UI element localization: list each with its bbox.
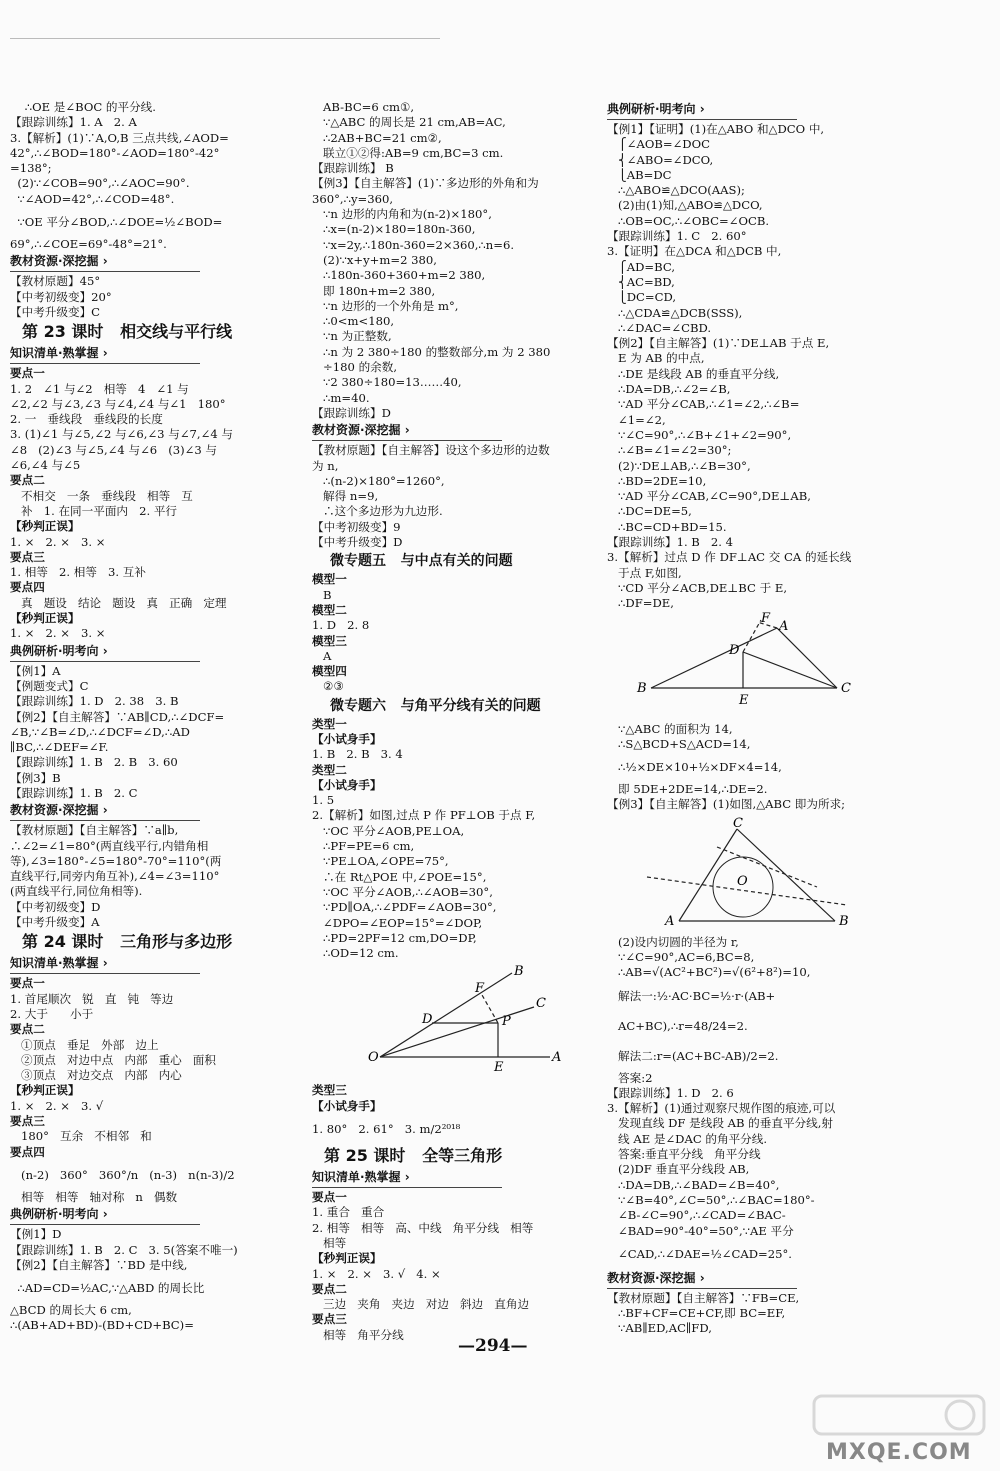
- text-line: ⎨AC=BD,: [607, 274, 675, 289]
- text-line: 补 1. 在同一平面内 2. 平行: [10, 503, 178, 518]
- text-line: 要点四: [10, 1144, 45, 1159]
- text-line: (2)∵∠COB=90°,∴∠AOC=90°.: [10, 176, 190, 191]
- text-line: ∵OC 平分∠AOB,∴∠AOB=30°,: [312, 884, 493, 899]
- text-line: ∵∠C=90°,AC=6,BC=8,: [607, 949, 755, 964]
- text-line: ∠8 (2)∠3 与∠5,∠4 与∠6 (3)∠3 与: [10, 442, 218, 457]
- text-line: 解法一:½·AC·BC=½·r·(AB+: [607, 988, 776, 1003]
- header-rule: [10, 38, 440, 39]
- text-line: ∴m=40.: [312, 390, 370, 405]
- text-line: ∵n 边形的内角和为(n-2)×180°,: [312, 207, 492, 222]
- text-line: 相等: [312, 1235, 347, 1250]
- text-line: 类型一: [312, 716, 347, 731]
- text-line: ③顶点 对边交点 内部 内心: [10, 1068, 182, 1083]
- text-line: 【秒判正误】: [10, 611, 80, 626]
- text-line: ⎩AB=DC: [607, 167, 672, 182]
- text-line: 【跟踪训练】1. B 2. C 3. 5(答案不唯一): [10, 1242, 238, 1257]
- text-line: ∴OD=12 cm.: [312, 946, 399, 961]
- text-line: 模型四: [312, 664, 347, 679]
- lesson-title: 第 23 课时 相交线与平行线: [22, 322, 233, 342]
- line-PF: [482, 995, 498, 1023]
- line-AC: [777, 628, 837, 688]
- text-line: ∴2AB+BC=21 cm②,: [312, 130, 442, 145]
- label-B: B: [637, 680, 647, 696]
- text-line: ∴PF=PE=6 cm,: [312, 839, 415, 854]
- text-line: 【秒判正误】: [10, 1083, 80, 1098]
- text-line: (n-2) 360° 360°/n (n-3) n(n-3)/2: [10, 1167, 235, 1182]
- text-line: 【例3】B: [10, 770, 61, 785]
- text-line: ∵AB∥ED,AC∥FD,: [607, 1321, 712, 1336]
- text-line: AB-BC=6 cm①,: [312, 100, 415, 114]
- text-line: 【例2】【自主解答】∵BD 是中线,: [10, 1257, 188, 1272]
- text-line: 2.【解析】如图,过点 P 作 PF⊥OB 于点 F,: [312, 808, 536, 823]
- column-3: [607, 100, 992, 1337]
- topic-title: 微专题六 与角平分线有关的问题: [330, 697, 541, 714]
- text-line: 等),∠3=180°-∠5=180°-70°=110°(两: [10, 853, 222, 868]
- text-line: ∴∠B=∠1=∠2=30°;: [607, 443, 732, 458]
- text-line: 【教材原题】【自主解答】∵a∥b,: [10, 823, 179, 838]
- label-D: D: [422, 1012, 433, 1028]
- text-line: 1. D 2. 8: [312, 618, 370, 633]
- text-line: 相等 角平分线: [312, 1327, 404, 1342]
- text-line: ∠DPO=∠EOP=15°=∠DOP,: [312, 915, 483, 930]
- text-line: ∵CD 平分∠ACB,DE⊥BC 于 E,: [607, 580, 788, 595]
- text-line: ∴180n-360+360+m=2 380,: [312, 268, 486, 283]
- text-line: 3.【证明】在△DCA 和△DCB 中,: [607, 244, 782, 259]
- section-heading: 典例研析·明考向 ›: [10, 1205, 200, 1225]
- text-line: ∠B-∠C=90°,∴∠CAD=∠BAC-: [607, 1208, 786, 1223]
- text-line: 【跟踪训练】1. D 2. 38 3. B: [10, 694, 179, 709]
- text-line: 解法二:r=(AC+BC-AB)/2=2.: [607, 1048, 779, 1063]
- text-line: 相等 相等 轴对称 n 偶数: [10, 1189, 178, 1204]
- text-line: ∵OE 平分∠BOD,∴∠DOE=½∠BOD=: [10, 215, 223, 230]
- text-line: 【例1】D: [10, 1227, 62, 1242]
- line-OB: [380, 973, 512, 1057]
- text-line: ⎧AD=BC,: [607, 259, 676, 274]
- line-CB: [737, 829, 835, 921]
- text-line: 【例题变式】C: [10, 678, 89, 693]
- text-line: ∴∠DAC=∠CBD.: [607, 320, 712, 335]
- text-line: ∠1=∠2,: [607, 412, 666, 427]
- text-line: 解得 n=9,: [312, 489, 379, 504]
- text-line: ∴x=(n-2)×180=180n-360,: [312, 222, 476, 237]
- text-line: 1. 80° 2. 61° 3. m/2²⁰¹⁸: [312, 1122, 461, 1137]
- section-heading: 典例研析·明考向 ›: [10, 642, 200, 662]
- text-line: ÷180 的余数,: [312, 360, 398, 375]
- label-P: P: [502, 1014, 511, 1030]
- text-line: 1. 首尾顺次 锐 直 钝 等边: [10, 991, 174, 1006]
- text-line: (2)∵DE⊥AB,∴∠B=30°,: [607, 458, 751, 473]
- text-line: 1. × 2. × 3. √: [10, 1098, 104, 1113]
- text-line: ∴OE 是∠BOC 的平分线.: [10, 100, 156, 114]
- line-DF: [743, 620, 761, 652]
- text-line: (2)∵x+y+m=2 380,: [312, 252, 437, 267]
- text-line: 为 n,: [312, 458, 339, 473]
- column-1: [10, 100, 302, 1334]
- text-line: 要点二: [10, 473, 45, 488]
- text-line: ∠2,∠2 与∠3,∠3 与∠4,∠4 与∠1 180°: [10, 396, 226, 411]
- text-line: 要点一: [312, 1190, 347, 1205]
- section-heading: 教材资源·深挖掘 ›: [607, 1269, 797, 1289]
- text-line: 模型一: [312, 572, 347, 587]
- figure-triangle-DE-DF: [607, 610, 867, 716]
- text-line: 【例1】【证明】(1)在△ABO 和△DCO 中,: [607, 122, 825, 136]
- text-line: ∵△ABC 的面积为 14,: [607, 721, 733, 736]
- text-line: ∵AD 平分∠CAB,∠C=90°,DE⊥AB,: [607, 489, 811, 504]
- text-line: 【中考初级变】9: [312, 519, 401, 534]
- text-line: 要点四: [10, 580, 45, 595]
- text-line: ∵△ABC 的周长是 21 cm,AB=AC,: [312, 115, 506, 130]
- text-line: 【中考升级变】A: [10, 915, 100, 930]
- text-line: 于点 F,如图,: [607, 565, 682, 580]
- line-OC: [380, 1007, 534, 1057]
- text-line: ∴½×DE×10+½×DF×4=14,: [607, 760, 782, 775]
- text-line: ∴S△BCD+S△ACD=14,: [607, 736, 751, 751]
- text-line: ∵PE⊥OA,∠OPE=75°,: [312, 854, 449, 869]
- text-line: 类型二: [312, 762, 347, 777]
- text-line: 3.【解析】过点 D 作 DF⊥AC 交 CA 的延长线: [607, 550, 852, 565]
- text-line: 1. 5: [312, 793, 335, 808]
- text-line: AC+BC),∴r=48/24=2.: [607, 1018, 748, 1033]
- text-line: 【例3】【自主解答】(1)∵多边形的外角和为: [312, 176, 539, 191]
- text-line: ∴AD=CD=½AC,∵△ABD 的周长比: [10, 1281, 205, 1296]
- column-2: [312, 100, 598, 1343]
- lesson-title: 第 25 课时 全等三角形: [324, 1146, 503, 1166]
- text-line: 【中考初级变】D: [10, 899, 101, 914]
- text-line: 【跟踪训练】1. B 2. B 3. 60: [10, 755, 178, 770]
- text-line: 42°,∴∠BOD=180°-∠AOD=180°-42°: [10, 145, 220, 160]
- text-line: 1. B 2. B 3. 4: [312, 747, 403, 762]
- text-line: 【例3】【自主解答】(1)如图,△ABC 即为所求;: [607, 797, 846, 812]
- text-line: 要点二: [10, 1022, 45, 1037]
- text-line: 3.【解析】(1)∵A,O,B 三点共线,∠AOD=: [10, 130, 229, 145]
- section-heading: 教材资源·深挖掘 ›: [10, 252, 200, 272]
- label-C: C: [841, 680, 851, 696]
- text-line: 【教材原题】【自主解答】∵FB=CE,: [607, 1290, 800, 1305]
- text-line: ∴△CDA≌△DCB(SSS),: [607, 305, 743, 320]
- text-line: ⎨∠ABO=∠DCO,: [607, 152, 714, 167]
- text-line: ∵PD∥OA,∴∠PDF=∠AOB=30°,: [312, 900, 497, 915]
- text-line: 【跟踪训练】1. B 2. 4: [607, 535, 734, 550]
- text-line: 线 AE 是∠DAC 的角平分线.: [607, 1131, 768, 1146]
- text-line: ∠CAD,∴∠DAE=½∠CAD=25°.: [607, 1246, 792, 1261]
- text-line: ∴DC=DE=5,: [607, 504, 692, 519]
- text-line: ∴DE 是线段 AB 的垂直平分线,: [607, 366, 780, 381]
- text-line: 1. × 2. × 3. √ 4. ×: [312, 1266, 441, 1281]
- text-line: ∴∠2=∠1=80°(两直线平行,内错角相: [10, 838, 209, 853]
- text-line: ∵∠B=40°,∠C=50°,∴∠BAC=180°-: [607, 1192, 815, 1207]
- text-line: ∴△ABO≌△DCO(AAS);: [607, 183, 745, 198]
- text-line: 三边 夹角 夹边 对边 斜边 直角边: [312, 1297, 530, 1312]
- text-line: ∴BF+CF=CE+CF,即 BC=EF,: [607, 1306, 786, 1321]
- text-line: 即 5DE+2DE=14,∴DE=2.: [607, 782, 768, 797]
- text-line: 【例1】A: [10, 663, 61, 678]
- text-line: ∴AB=√(AC²+BC²)=√(6²+8²)=10,: [607, 965, 811, 980]
- label-O: O: [368, 1050, 379, 1066]
- text-line: 【跟踪训练】1. A 2. A: [10, 115, 137, 130]
- text-line: 1. × 2. × 3. ×: [10, 626, 106, 641]
- label-F: F: [761, 610, 771, 626]
- lesson-title: 第 24 课时 三角形与多边形: [22, 932, 233, 952]
- section-heading: 教材资源·深挖掘 ›: [10, 801, 200, 821]
- text-line: ②③: [312, 679, 344, 694]
- text-line: 【小试身手】: [312, 731, 382, 746]
- text-line: 要点三: [10, 1114, 45, 1129]
- text-line: ∵AD 平分∠CAB,∴∠1=∠2,∴∠B=: [607, 397, 800, 412]
- text-line: ∴OB=OC,∴∠OBC=∠OCB.: [607, 213, 770, 228]
- page-number: —294—: [458, 1336, 528, 1356]
- text-line: ∴DF=DE,: [607, 596, 674, 611]
- text-line: 要点一: [10, 976, 45, 991]
- text-line: 1. 2 ∠1 与∠2 相等 4 ∠1 与: [10, 381, 189, 396]
- text-line: (2)设内切圆的半径为 r,: [607, 934, 739, 949]
- label-B: B: [514, 964, 524, 980]
- topic-title: 微专题五 与中点有关的问题: [330, 553, 513, 570]
- text-line: ∴n 为 2 380÷180 的整数部分,m 为 2 380: [312, 344, 551, 359]
- line-CD: [743, 652, 837, 688]
- text-line: 【跟踪训练】D: [312, 405, 391, 420]
- construct-line-2: [717, 847, 817, 887]
- text-line: 联立①②得:AB=9 cm,BC=3 cm.: [312, 145, 504, 160]
- label-C: C: [733, 815, 743, 831]
- text-line: 【小试身手】: [312, 1098, 382, 1113]
- text-line: 【跟踪训练】1. C 2. 60°: [607, 229, 747, 244]
- text-line: 【跟踪训练】1. B 2. C: [10, 785, 138, 800]
- section-heading: 知识清单·熟掌握 ›: [312, 1168, 502, 1188]
- text-line: ∴(n-2)×180°=1260°,: [312, 473, 445, 488]
- text-line: 180° 互余 不相邻 和: [10, 1129, 152, 1144]
- text-line: 3. (1)∠1 与∠5,∠2 与∠6,∠3 与∠7,∠4 与: [10, 427, 233, 442]
- figure-angle-bisector: [312, 964, 562, 1077]
- text-line: 2. 大于 小于: [10, 1006, 94, 1021]
- text-line: 答案:垂直平分线 角平分线: [607, 1147, 761, 1162]
- text-line: 【中考升级变】C: [10, 304, 101, 319]
- text-line: ∴(AB+AD+BD)-(BD+CD+BC)=: [10, 1318, 194, 1333]
- text-line: 【跟踪训练】 B: [312, 161, 394, 176]
- section-heading: 典例研析·明考向 ›: [607, 100, 797, 120]
- text-line: 2. 一 垂线段 垂线段的长度: [10, 412, 163, 427]
- text-line: A: [312, 648, 332, 663]
- text-line: 【例2】【自主解答】(1)∵DE⊥AB 于点 E,: [607, 336, 830, 351]
- text-line: B: [312, 587, 332, 602]
- text-line: 【中考初级变】20°: [10, 289, 112, 304]
- text-line: ∴0<m<180,: [312, 314, 395, 329]
- text-line: 【教材原题】45°: [10, 274, 101, 289]
- label-O: O: [737, 873, 748, 889]
- text-line: ∵OC 平分∠AOB,PE⊥OA,: [312, 823, 465, 838]
- section-heading: 教材资源·深挖掘 ›: [312, 421, 502, 441]
- text-line: 3.【解析】(1)通过观察尺规作图的痕迹,可以: [607, 1101, 836, 1116]
- text-line: 1. 重合 重合: [312, 1205, 385, 1220]
- text-line: 360°,∴y=360,: [312, 191, 394, 206]
- text-line: 【教材原题】【自主解答】设这个多边形的边数: [312, 443, 550, 458]
- text-line: ∵2 380÷180=13……40,: [312, 375, 462, 390]
- text-line: ∥BC,∴∠DEF=∠F.: [10, 740, 109, 755]
- text-line: 要点三: [10, 549, 45, 564]
- text-line: 即 180n+m=2 380,: [312, 283, 436, 298]
- text-line: 69°,∴∠COE=69°-48°=21°.: [10, 237, 167, 252]
- text-line: 发现直线 DF 是线段 AB 的垂直平分线,射: [607, 1116, 834, 1131]
- label-E: E: [739, 692, 749, 708]
- text-line: 真 题设 结论 题设 真 正确 定理: [10, 595, 227, 610]
- text-line: ⎩DC=CD,: [607, 290, 677, 305]
- text-line: ∴PD=2PF=12 cm,DO=DP,: [312, 930, 477, 945]
- text-line: 直线平行,同旁内角互补),∠4=∠3=110°: [10, 869, 220, 884]
- line-AC: [679, 829, 737, 921]
- text-line: ∵∠C=90°,∴∠B+∠1+∠2=90°,: [607, 427, 792, 442]
- text-line: (2)由(1)知,△ABO≌△DCO,: [607, 198, 763, 213]
- label-D: D: [729, 642, 740, 658]
- text-line: ∵∠AOD=42°,∴∠COD=48°.: [10, 191, 175, 206]
- text-line: ∵n 为正整数,: [312, 329, 392, 344]
- label-E: E: [494, 1060, 504, 1076]
- text-line: 类型三: [312, 1083, 347, 1098]
- text-line: ∵x=2y,∴180n-360=2×360,∴n=6.: [312, 237, 515, 252]
- text-line: ∴这个多边形为九边形.: [312, 504, 443, 519]
- section-heading: 知识清单·熟掌握 ›: [10, 954, 200, 974]
- text-line: ①顶点 垂足 外部 边上: [10, 1037, 159, 1052]
- text-line: 要点二: [312, 1281, 347, 1296]
- text-line: ⎧∠AOB=∠DOC: [607, 137, 710, 152]
- text-line: ∵n 边形的一个外角是 m°,: [312, 298, 459, 313]
- text-line: 【秒判正误】: [312, 1251, 382, 1266]
- text-line: 要点三: [312, 1312, 347, 1327]
- figure-incircle-construction: [607, 817, 887, 929]
- label-C: C: [536, 996, 546, 1012]
- label-A: A: [552, 1050, 562, 1066]
- text-line: 1. 相等 2. 相等 3. 互补: [10, 565, 146, 580]
- text-line: ∴DA=DB,∴∠BAD=∠B=40°,: [607, 1177, 780, 1192]
- text-line: ②顶点 对边中点 内部 重心 面积: [10, 1052, 216, 1067]
- text-line: 2. 相等 相等 高、中线 角平分线 相等: [312, 1220, 534, 1235]
- text-line: ∴DA=DB,∴∠2=∠B,: [607, 382, 731, 397]
- label-F: F: [475, 981, 485, 997]
- text-line: ∠6,∠4 与∠5: [10, 458, 81, 473]
- text-line: ∠BAD=90°-40°=50°,∵AE 平分: [607, 1223, 794, 1238]
- text-line: 【秒判正误】: [10, 519, 80, 534]
- text-line: 模型二: [312, 602, 347, 617]
- text-line: 1. × 2. × 3. ×: [10, 534, 106, 549]
- section-heading: 知识清单·熟掌握 ›: [10, 344, 200, 364]
- text-line: △BCD 的周长大 6 cm,: [10, 1303, 132, 1318]
- text-line: ∴在 Rt△POE 中,∠POE=15°,: [312, 869, 487, 884]
- text-line: (2)DF 垂直平分线段 AB,: [607, 1162, 750, 1177]
- label-A: A: [665, 913, 675, 929]
- text-line: 【中考升级变】D: [312, 535, 403, 550]
- label-B: B: [839, 913, 849, 929]
- text-line: 【例2】【自主解答】∵AB∥CD,∴∠DCF=: [10, 709, 225, 724]
- text-line: 要点一: [10, 366, 45, 381]
- text-line: E 为 AB 的中点,: [607, 351, 705, 366]
- text-line: =138°;: [10, 161, 52, 176]
- watermark-text: MXQE.COM: [826, 1440, 972, 1465]
- text-line: 答案:2: [607, 1070, 653, 1085]
- label-A: A: [779, 618, 789, 634]
- text-line: (两直线平行,同位角相等).: [10, 884, 143, 899]
- text-line: 【小试身手】: [312, 777, 382, 792]
- text-line: 不相交 一条 垂线段 相等 互: [10, 488, 193, 503]
- text-line: ∴BC=CD+BD=15.: [607, 519, 727, 534]
- text-line: 【跟踪训练】1. D 2. 6: [607, 1085, 734, 1100]
- text-line: ∠B,∵∠B=∠D,∴∠DCF=∠D,∴AD: [10, 724, 190, 739]
- text-line: 模型三: [312, 633, 347, 648]
- text-line: ∴BD=2DE=10,: [607, 473, 707, 488]
